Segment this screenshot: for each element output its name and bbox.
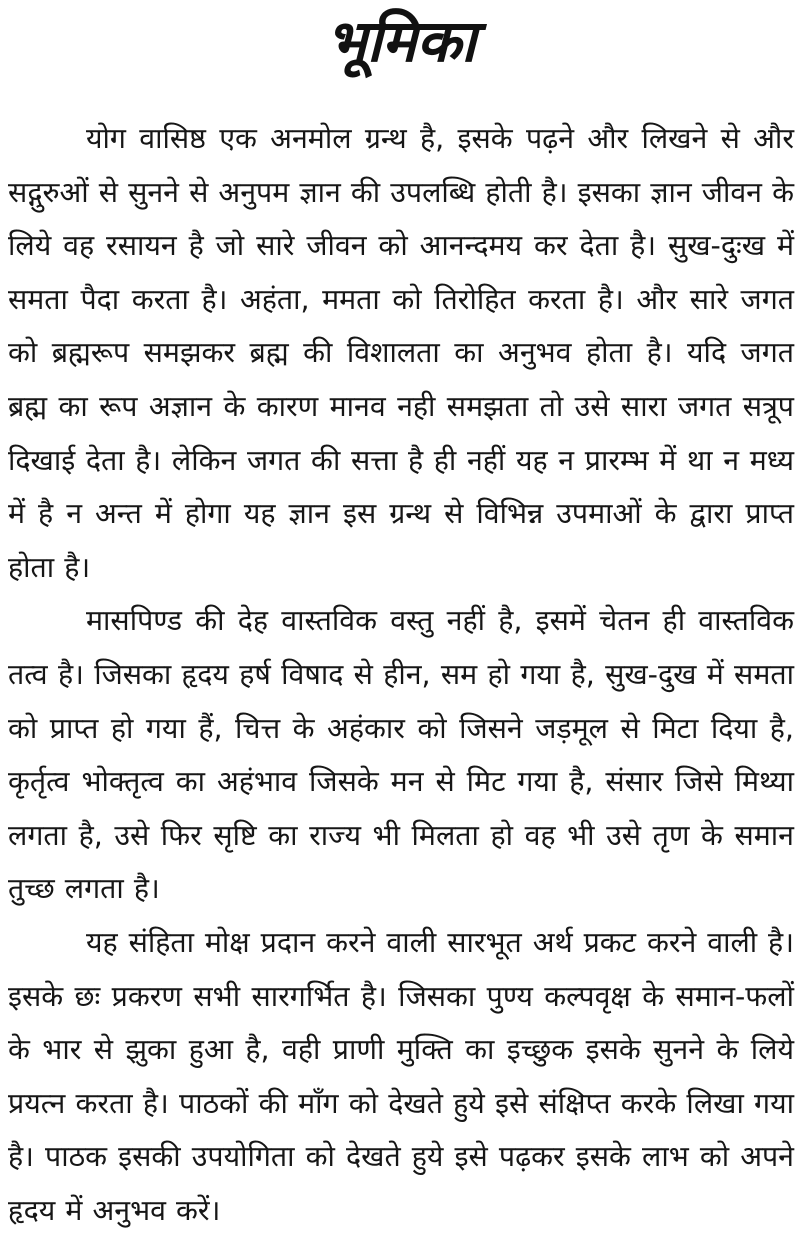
paragraph-1: योग वासिष्ठ एक अनमोल ग्रन्थ है, इसके पढ़ने और लिखने से और सद्गुरुओं से सुनने से अनुपम ज्ञान की उपलब्धि होती है। इसका ज्ञान जीवन के लिये वह रसायन है जो सारे जीवन को आनन्दमय कर देता है। सुख-दुःख में समता पैदा करता है। अहंता, ममता को तिरोहित करता है। और सारे जगत को ब्रह्मरूप समझकर ब्रह्म की विशालता का अनुभव होता है। यदि जगत ब्रह्म का रूप अज्ञान के कारण मानव नही समझता तो उसे सारा जगत सत्रूप दिखाई देता है। लेकिन जगत की सत्ता है ही नहीं यह न प्रारम्भ में था न मध्य में है न अन्त में होगा यह ज्ञान इस ग्रन्थ से विभिन्न उपमाओं के द्वारा प्राप्त होता है। — [8, 122, 794, 584]
paragraph-3: यह संहिता मोक्ष प्रदान करने वाली सारभूत अर्थ प्रकट करने वाली है। इसके छः प्रकरण सभी सारगर्भित है। जिसका पुण्य कल्पवृक्ष के समान-फलों के भार से झुका हुआ है, वही प्राणी मुक्ति का इच्छुक इसके सुनने के लिये प्रयत्न करता है। पाठकों की माँग को देखते हुये इसे संक्षिप्त करके लिखा गया है। पाठक इसकी उपयोगिता को देखते हुये इसे पढ़कर इसके लाभ को अपने हृदय में अनुभव करें। — [8, 925, 794, 1227]
body-text — [8, 112, 794, 1237]
page-title: भूमिका — [325, 7, 477, 75]
paragraph-2: मासपिण्ड की देह वास्तविक वस्तु नहीं है, इसमें चेतन ही वास्तविक तत्व है। जिसका हृदय हर्ष विषाद से हीन, सम हो गया है, सुख-दुख में समता को प्राप्त हो गया हैं, चित्त के अहंकार को जिसने जड़मूल से मिटा दिया है, कृर्तृत्व भोक्तृत्व का अहंभाव जिसके मन से मिट गया है, संसार जिसे मिथ्या लगता है, उसे फिर सृष्टि का राज्य भी मिलता हो वह भी उसे तृण के समान तुच्छ लगता है। — [8, 604, 794, 906]
